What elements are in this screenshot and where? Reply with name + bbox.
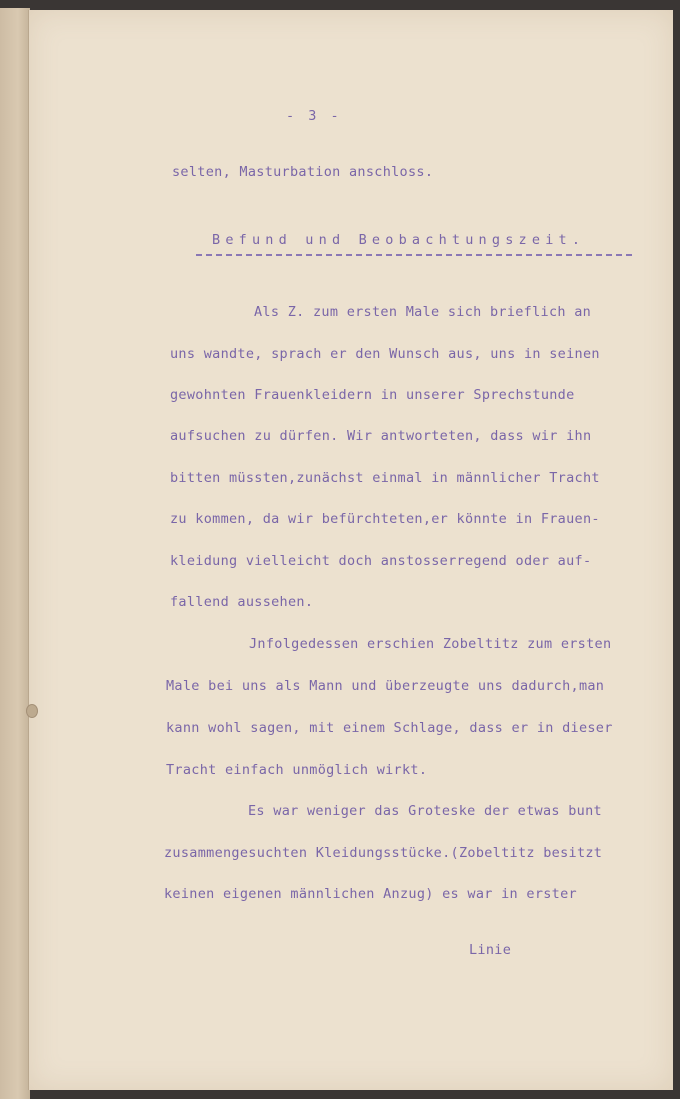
text-line: Als Z. zum ersten Male sich brieflich an	[254, 304, 592, 320]
text-line: kleidung vielleicht doch anstosserregend oder auf-	[170, 553, 592, 569]
text-line: zusammengesuchten Kleidungsstücke.(Zobeltitz besitzt	[164, 845, 603, 861]
text-line: zu kommen, da wir befürchteten,er könnte in Frauen-	[170, 511, 600, 527]
section-heading: Befund und Beobachtungszeit.	[212, 232, 586, 248]
text-line: kann wohl sagen, mit einem Schlage, dass er in dieser	[166, 720, 613, 736]
text-line: gewohnten Frauenkleidern in unserer Sprechstunde	[170, 387, 575, 403]
text-line: Es war weniger das Groteske der etwas bunt	[248, 803, 602, 819]
catchword: Linie	[469, 942, 512, 958]
heading-underline	[196, 254, 632, 256]
text-line: bitten müssten,zunächst einmal in männlicher Tracht	[170, 470, 600, 486]
text-line: Male bei uns als Mann und überzeugte uns dadurch,man	[166, 678, 605, 694]
text-line: fallend aussehen.	[170, 594, 314, 610]
text-line: Jnfolgedessen erschien Zobeltitz zum ersten	[249, 636, 612, 652]
page-number: - 3 -	[286, 108, 342, 124]
text-line: uns wandte, sprach er den Wunsch aus, uns in seinen	[170, 346, 600, 362]
text-line: Tracht einfach unmöglich wirkt.	[166, 762, 428, 778]
text-line: aufsuchen zu dürfen. Wir antworteten, dass wir ihn	[170, 428, 592, 444]
continued-line: selten, Masturbation anschloss.	[172, 164, 434, 180]
text-line: keinen eigenen männlichen Anzug) es war in erster	[164, 886, 577, 902]
punch-hole	[26, 704, 38, 718]
underlying-page-edge	[0, 8, 30, 1099]
